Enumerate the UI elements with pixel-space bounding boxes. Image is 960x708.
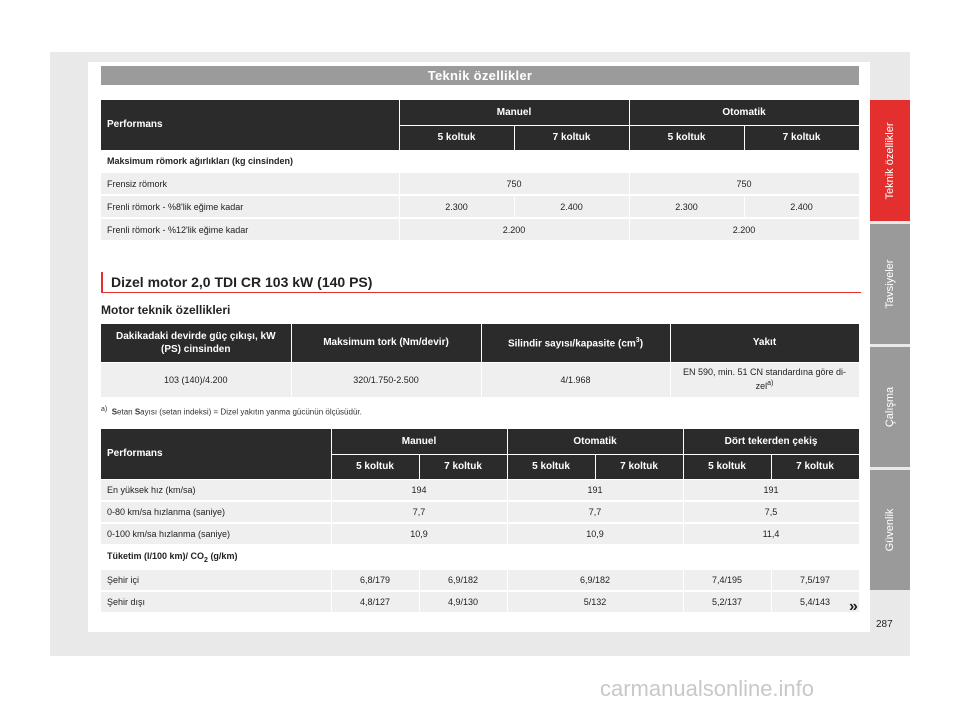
footnote: $^{a)}$ Setan Sayısı (setan indeksi) = Dizel yakıtın yanma gücünün ölçüsüdür. — [101, 406, 362, 417]
cell-value: 7,7 — [507, 501, 683, 523]
tab-tavsiyeler[interactable]: Tavsiyeler — [870, 224, 910, 344]
row-label: Frenli römork - %8'lik eğime kadar — [101, 195, 399, 218]
cell-value: 10,9 — [507, 523, 683, 545]
seat5-header: 5 koltuk — [683, 454, 771, 479]
cell-value: 2.200 — [399, 218, 629, 241]
watermark: carmanualsonline.info — [600, 676, 815, 701]
cell-value: 5/132 — [507, 591, 683, 613]
page-number: 287 — [876, 619, 893, 630]
cell-value: 10,9 — [331, 523, 507, 545]
automatic-header: Otomatik — [507, 429, 683, 454]
cell-value: 6,9/182 — [507, 569, 683, 591]
seat7-header: 7 koltuk — [419, 454, 507, 479]
table-row — [101, 218, 859, 241]
seat7-header: 7 koltuk — [744, 125, 859, 150]
engine-subtitle: Motor teknik özellikleri — [101, 303, 231, 317]
chapter-header: Teknik özellikler — [101, 66, 859, 85]
cell-value: 6,9/182 — [419, 569, 507, 591]
cell-value: 750 — [399, 172, 629, 195]
manual-header: Manuel — [399, 100, 629, 125]
tab-teknik-ozellikler[interactable]: Teknik özellikler — [870, 100, 910, 221]
cylinder-header: Silindir sayısı/kapasite $(cm^3)$ — [481, 324, 670, 362]
seat5-header: 5 koltuk — [507, 454, 595, 479]
cell-value: 7,5/197 — [771, 569, 859, 591]
tab-calisma[interactable]: Çalışma — [870, 347, 910, 467]
cylinder-value: 4/1.968 — [481, 362, 670, 398]
automatic-header: Otomatik — [629, 100, 859, 125]
cell-value: 6,8/179 — [331, 569, 419, 591]
cell-value: 4,8/127 — [331, 591, 419, 613]
cell-value: 5,4/143 — [771, 591, 859, 613]
cell-value: 11,4 — [683, 523, 859, 545]
performance-header: Performans — [101, 429, 331, 479]
table-row — [101, 362, 859, 398]
section-heading: Tüketim (l/100 km)/ $CO_2$ (g/km) — [101, 545, 859, 569]
seat7-header: 7 koltuk — [771, 454, 859, 479]
awd-header: Dört tekerden çekiş — [683, 429, 859, 454]
row-label: 0-100 km/sa hızlanma (saniye) — [101, 523, 331, 545]
continued-icon: » — [849, 598, 858, 615]
table-row — [101, 569, 859, 591]
table-row — [101, 501, 859, 523]
table-row — [101, 195, 859, 218]
cell-value: 7,5 — [683, 501, 859, 523]
engine-title: Dizel motor 2,0 TDI CR 103 kW (140 PS) — [111, 274, 373, 290]
cell-value: 2.300 — [399, 195, 514, 218]
row-label: Frenli römork - %12'lik eğime kadar — [101, 218, 399, 241]
cell-value: 7,7 — [331, 501, 507, 523]
table-row — [101, 172, 859, 195]
table-row — [101, 523, 859, 545]
cell-value: 5,2/137 — [683, 591, 771, 613]
torque-value: 320/1.750-2.500 — [291, 362, 481, 398]
cell-value: 191 — [683, 479, 859, 501]
seat7-header: 7 koltuk — [514, 125, 629, 150]
cell-value: 750 — [629, 172, 859, 195]
cell-value: 2.300 — [629, 195, 744, 218]
power-header: Dakikadaki devirde güç çıkışı, kW (PS) cinsinden — [101, 324, 291, 362]
seat5-header: 5 koltuk — [399, 125, 514, 150]
cell-value: 194 — [331, 479, 507, 501]
torque-header: Maksimum tork (Nm/devir) — [291, 324, 481, 362]
cell-value: 4,9/130 — [419, 591, 507, 613]
row-label: Şehir dışı — [101, 591, 331, 613]
power-value: 103 (140)/4.200 — [101, 362, 291, 398]
tab-guvenlik[interactable]: Güvenlik — [870, 470, 910, 590]
cell-value: 191 — [507, 479, 683, 501]
seat5-header: 5 koltuk — [331, 454, 419, 479]
section-heading: Maksimum römork ağırlıkları (kg cinsinden) — [101, 150, 859, 172]
performance-header: Performans — [101, 100, 399, 150]
fuel-value: EN 590, min. 51 CN standardına göre di-zel$^{a)}$ — [670, 362, 859, 398]
performance-table — [101, 429, 860, 614]
row-label: Frensiz römork — [101, 172, 399, 195]
table-row — [101, 479, 859, 501]
engine-spec-table — [101, 324, 860, 399]
row-label: Şehir içi — [101, 569, 331, 591]
engine-title-bar — [101, 272, 861, 293]
fuel-header: Yakıt — [670, 324, 859, 362]
cell-value: 2.400 — [514, 195, 629, 218]
manual-header: Manuel — [331, 429, 507, 454]
row-label: 0-80 km/sa hızlanma (saniye) — [101, 501, 331, 523]
cell-value: 7,4/195 — [683, 569, 771, 591]
seat7-header: 7 koltuk — [595, 454, 683, 479]
table-row — [101, 591, 859, 613]
row-label: En yüksek hız (km/sa) — [101, 479, 331, 501]
seat5-header: 5 koltuk — [629, 125, 744, 150]
cell-value: 2.200 — [629, 218, 859, 241]
trailer-weights-table — [101, 100, 860, 242]
cell-value: 2.400 — [744, 195, 859, 218]
